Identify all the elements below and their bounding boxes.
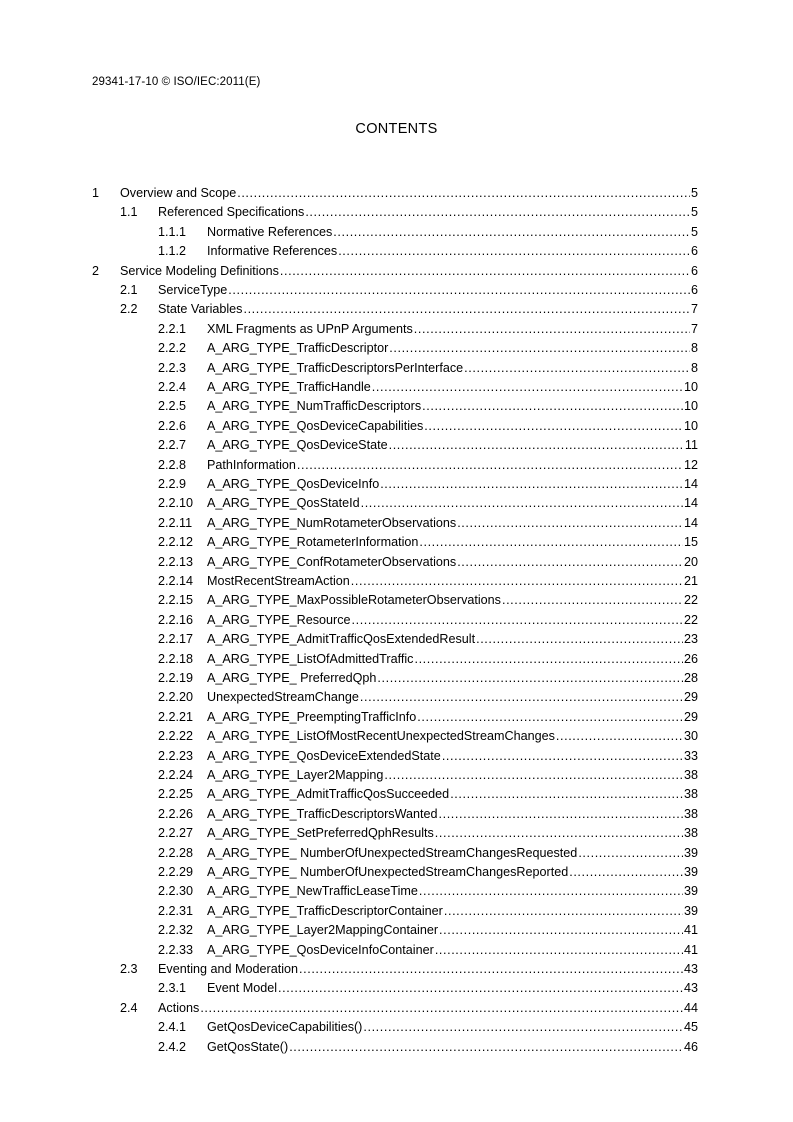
toc-entry-label: A_ARG_TYPE_Resource [207,612,351,627]
toc-entry-number: 2.2.27 [158,826,194,841]
toc-entry-page: 11 [684,438,698,453]
toc-entry-page: 45 [683,1020,698,1035]
toc-entry[interactable] [158,882,698,901]
toc-entry-number: 2.2.7 [158,438,187,453]
toc-entry-page: 8 [690,341,698,356]
toc-dot-leader [424,417,683,436]
toc-entry-label: State Variables [158,302,243,317]
toc-entry-label: ServiceType [158,283,228,297]
toc-entry-number: 2.2 [120,302,138,317]
toc-entry-label: A_ARG_TYPE_Layer2MappingContainer [207,923,439,938]
toc-dot-leader [556,727,683,746]
toc-dot-leader [299,960,683,979]
toc-entry-number: 2.2.30 [158,884,194,899]
toc-entry-page: 44 [683,1000,698,1015]
toc-entry-label: A_ARG_TYPE_Layer2Mapping [207,768,384,782]
toc-entry-number: 2.3.1 [158,981,187,996]
toc-entry[interactable] [158,572,698,591]
toc-entry-page: 15 [683,535,698,550]
toc-entry[interactable] [120,960,698,979]
toc-entry-number: 2.2.4 [158,380,187,394]
toc-entry-label: A_ARG_TYPE_QosDeviceState [207,438,388,453]
toc-entry-label: A_ARG_TYPE_TrafficDescriptor [207,341,389,356]
toc-dot-leader [442,747,683,766]
toc-entry-page: 39 [683,884,698,899]
toc-entry[interactable] [158,397,698,416]
toc-entry-page: 5 [690,224,698,239]
toc-entry[interactable] [120,300,698,319]
toc-entry-label: A_ARG_TYPE_ NumberOfUnexpectedStreamChangesReported [207,865,569,879]
toc-entry-number: 2.2.2 [158,341,187,356]
toc-entry[interactable] [158,824,698,843]
toc-entry-label: A_ARG_TYPE_ PreferredQph [207,671,377,685]
toc-dot-leader [419,533,683,552]
toc-entry-label: A_ARG_TYPE_SetPreferredQphResults [207,826,434,841]
toc-entry[interactable] [120,999,698,1018]
toc-dot-leader [457,553,683,572]
toc-entry-page: 14 [683,477,698,491]
toc-entry-page: 22 [683,593,698,608]
toc-entry-page: 39 [683,865,698,879]
toc-entry-label: Overview and Scope [120,186,237,200]
toc-entry[interactable] [158,378,698,397]
toc-entry[interactable] [158,242,698,261]
toc-entry-page: 38 [683,768,698,782]
toc-entry-number: 2.2.10 [158,496,194,511]
toc-entry-page: 43 [683,962,698,976]
toc-entry-page: 39 [683,845,698,860]
toc-entry[interactable] [158,553,698,572]
toc-entry-label: A_ARG_TYPE_AdmitTrafficQosSucceeded [207,787,450,802]
toc-dot-leader [237,184,690,203]
toc-entry[interactable] [158,533,698,552]
toc-entry-label: A_ARG_TYPE_QosDeviceCapabilities [207,418,424,433]
toc-dot-leader [502,591,683,610]
toc-dot-leader [435,941,683,960]
toc-entry-number: 2.2.6 [158,418,187,433]
toc-entry[interactable] [158,669,698,688]
toc-entry[interactable] [158,320,698,339]
toc-entry-number: 2.2.28 [158,845,194,860]
toc-entry-page: 5 [690,205,698,220]
toc-entry-label: A_ARG_TYPE_QosDeviceInfo [207,477,380,491]
toc-entry-label: UnexpectedStreamChange [207,690,359,705]
toc-entry-number: 1.1.2 [158,244,187,259]
toc-entry-number: 2.2.23 [158,748,194,763]
toc-entry[interactable] [158,979,698,998]
toc-entry-page: 20 [683,554,698,569]
toc-dot-leader [338,242,690,261]
toc-entry[interactable] [92,262,698,281]
toc-entry[interactable] [158,708,698,727]
toc-entry-page: 10 [683,418,698,433]
document-header: 29341-17-10 © ISO/IEC:2011(E) [92,76,261,88]
toc-entry-page: 33 [683,748,698,763]
toc-dot-leader [389,339,690,358]
toc-entry-number: 2.2.17 [158,632,194,647]
toc-entry-number: 2 [92,263,100,278]
toc-entry[interactable] [158,417,698,436]
toc-entry-number: 2.2.22 [158,729,194,744]
toc-entry[interactable] [158,785,698,804]
toc-entry-label: Actions [158,1000,200,1015]
toc-dot-leader [450,785,683,804]
toc-entry-number: 2.2.15 [158,593,194,608]
toc-entry-number: 2.2.12 [158,535,194,550]
toc-dot-leader [422,397,683,416]
toc-dot-leader [444,902,683,921]
toc-entry-number: 2.2.31 [158,903,194,918]
toc-entry-page: 39 [683,903,698,918]
toc-entry-label: A_ARG_TYPE_NumRotameterObservations [207,515,457,530]
toc-entry-page: 5 [690,186,698,200]
toc-entry-page: 38 [683,787,698,802]
toc-entry[interactable] [158,1038,698,1057]
toc-entry[interactable] [158,494,698,513]
toc-dot-leader [419,882,683,901]
toc-entry-label: A_ARG_TYPE_QosDeviceExtendedState [207,748,441,763]
toc-entry-page: 10 [683,399,698,414]
toc-entry[interactable] [158,766,698,785]
toc-entry-label: Event Model [207,981,278,996]
toc-entry-label: A_ARG_TYPE_TrafficDescriptorsPerInterface [207,360,464,375]
toc-entry[interactable] [158,223,698,242]
toc-entry-number: 2.2.25 [158,787,194,802]
toc-entry-label: GetQosDeviceCapabilities() [207,1020,363,1035]
toc-entry-label: A_ARG_TYPE_NewTrafficLeaseTime [207,884,418,899]
toc-entry-number: 2.2.14 [158,574,194,588]
toc-entry[interactable] [92,184,698,203]
toc-entry[interactable] [158,436,698,455]
toc-dot-leader [333,223,690,242]
toc-entry-page: 23 [683,632,698,647]
toc-dot-leader [384,766,683,785]
toc-dot-leader [380,475,683,494]
toc-dot-leader [305,203,690,222]
toc-dot-leader [352,611,683,630]
toc-entry-page: 29 [683,709,698,724]
toc-entry-number: 2.2.29 [158,865,194,879]
toc-entry-label: A_ARG_TYPE_TrafficDescriptorContainer [207,903,443,918]
toc-entry-number: 2.2.26 [158,806,194,821]
toc-entry-label: Eventing and Moderation [158,962,299,976]
toc-entry-number: 2.2.9 [158,477,187,491]
toc-entry-label: Normative References [207,224,333,239]
toc-entry-page: 26 [683,651,698,666]
toc-entry[interactable] [120,203,698,222]
toc-entry-page: 30 [683,729,698,744]
toc-entry-page: 22 [683,612,698,627]
toc-entry-label: A_ARG_TYPE_TrafficDescriptorsWanted [207,806,438,821]
toc-dot-leader [457,514,683,533]
toc-entry-label: XML Fragments as UPnP Arguments [207,321,413,336]
toc-dot-leader [377,669,683,688]
toc-dot-leader [372,378,683,397]
toc-entry-number: 2.2.33 [158,942,194,957]
toc-dot-leader [439,805,683,824]
toc-dot-leader [360,688,683,707]
toc-dot-leader [363,1018,683,1037]
toc-entry-page: 12 [683,457,698,472]
toc-entry-number: 2.4.1 [158,1020,187,1035]
toc-entry-number: 2.2.11 [158,515,193,530]
toc-dot-leader [476,630,683,649]
toc-entry-label: A_ARG_TYPE_ConfRotameterObservations [207,554,457,569]
toc-entry-label: A_ARG_TYPE_RotameterInformation [207,535,419,550]
toc-entry-number: 2.2.19 [158,671,194,685]
toc-entry-number: 1 [92,186,100,200]
toc-entry[interactable] [158,902,698,921]
toc-entry-label: Service Modeling Definitions [120,263,279,278]
toc-entry[interactable] [158,339,698,358]
toc-entry-number: 2.3 [120,962,138,976]
toc-entry-page: 41 [683,942,698,957]
toc-entry-page: 7 [690,302,698,317]
toc-entry-page: 38 [683,806,698,821]
toc-dot-leader [464,359,690,378]
toc-entry-label: A_ARG_TYPE_ListOfAdmittedTraffic [207,651,414,666]
toc-entry-label: GetQosState() [207,1039,289,1054]
toc-entry[interactable] [158,456,698,475]
toc-entry[interactable] [158,805,698,824]
page-title: CONTENTS [355,121,438,137]
toc-entry-number: 2.2.18 [158,651,194,666]
toc-entry-number: 2.2.1 [158,321,187,336]
toc-entry[interactable] [158,747,698,766]
toc-entry[interactable] [158,475,698,494]
toc-entry-number: 2.2.24 [158,768,194,782]
toc-entry-label: A_ARG_TYPE_ListOfMostRecentUnexpectedStreamChanges [207,729,555,744]
toc-entry-label: A_ARG_TYPE_PreemptingTrafficInfo [207,709,417,724]
toc-entry-number: 2.2.3 [158,360,187,375]
toc-entry[interactable] [158,591,698,610]
toc-entry-page: 7 [690,321,698,336]
toc-entry-number: 2.2.20 [158,690,194,705]
toc-entry[interactable] [158,844,698,863]
toc-entry-label: A_ARG_TYPE_MaxPossibleRotameterObservations [207,593,501,608]
toc-dot-leader [278,979,683,998]
toc-entry[interactable] [158,941,698,960]
toc-entry-number: 1.1 [120,205,138,220]
toc-dot-leader [569,863,683,882]
toc-entry-label: Referenced Specifications [158,205,305,220]
toc-entry[interactable] [158,650,698,669]
toc-entry-number: 2.2.32 [158,923,194,938]
toc-entry-page: 6 [690,283,698,297]
toc-entry-number: 2.2.5 [158,399,187,414]
toc-entry-number: 2.4.2 [158,1039,187,1054]
toc-entry-label: A_ARG_TYPE_TrafficHandle [207,380,371,394]
toc-entry[interactable] [120,281,698,300]
toc-entry[interactable] [158,1018,698,1037]
toc-entry-label: A_ARG_TYPE_ NumberOfUnexpectedStreamChangesRequested [207,845,578,860]
toc-entry-page: 38 [683,826,698,841]
toc-dot-leader [389,436,684,455]
toc-entry-label: MostRecentStreamAction [207,574,350,588]
toc-entry-page: 46 [683,1039,698,1054]
toc-entry-label: PathInformation [207,457,296,472]
toc-entry[interactable] [158,921,698,940]
toc-entry-label: A_ARG_TYPE_NumTrafficDescriptors [207,399,422,414]
toc-entry-page: 8 [690,360,698,375]
toc-entry-page: 28 [683,671,698,685]
toc-entry-number: 2.1 [120,283,138,297]
toc-entry[interactable] [158,727,698,746]
toc-dot-leader [243,300,690,319]
toc-entry[interactable] [158,630,698,649]
toc-entry-page: 41 [683,923,698,938]
toc-entry-page: 14 [683,515,698,530]
toc-entry[interactable] [158,514,698,533]
toc-dot-leader [200,999,683,1018]
toc-entry-page: 10 [683,380,698,394]
toc-entry-page: 29 [683,690,698,705]
toc-entry-label: A_ARG_TYPE_QosStateId [207,496,360,511]
toc-entry-page: 6 [690,244,698,259]
toc-dot-leader [439,921,683,940]
toc-entry-page: 21 [683,574,698,588]
toc-entry-page: 6 [690,263,698,278]
toc-entry-number: 2.2.8 [158,457,187,472]
toc-entry-label: A_ARG_TYPE_AdmitTrafficQosExtendedResult [207,632,476,647]
toc-entry-number: 2.2.16 [158,612,194,627]
toc-entry[interactable] [158,863,698,882]
toc-dot-leader [417,708,683,727]
toc-dot-leader [297,456,683,475]
toc-dot-leader [435,824,683,843]
toc-dot-leader [289,1038,683,1057]
toc-dot-leader [280,262,690,281]
toc-entry-page: 43 [683,981,698,996]
toc-entry-label: Informative References [207,244,338,259]
toc-entry-number: 2.2.13 [158,554,194,569]
toc-dot-leader [361,494,683,513]
toc-entry-page: 14 [683,496,698,511]
toc-dot-leader [414,320,690,339]
toc-dot-leader [351,572,683,591]
toc-entry-number: 2.4 [120,1000,138,1015]
toc-entry[interactable] [158,611,698,630]
toc-dot-leader [414,650,683,669]
toc-entry-number: 1.1.1 [158,224,187,239]
toc-entry-number: 2.2.21 [158,709,194,724]
toc-entry-label: A_ARG_TYPE_QosDeviceInfoContainer [207,942,434,957]
toc-entry[interactable] [158,359,698,378]
toc-entry[interactable] [158,688,698,707]
toc-dot-leader [578,844,683,863]
toc-dot-leader [228,281,690,300]
